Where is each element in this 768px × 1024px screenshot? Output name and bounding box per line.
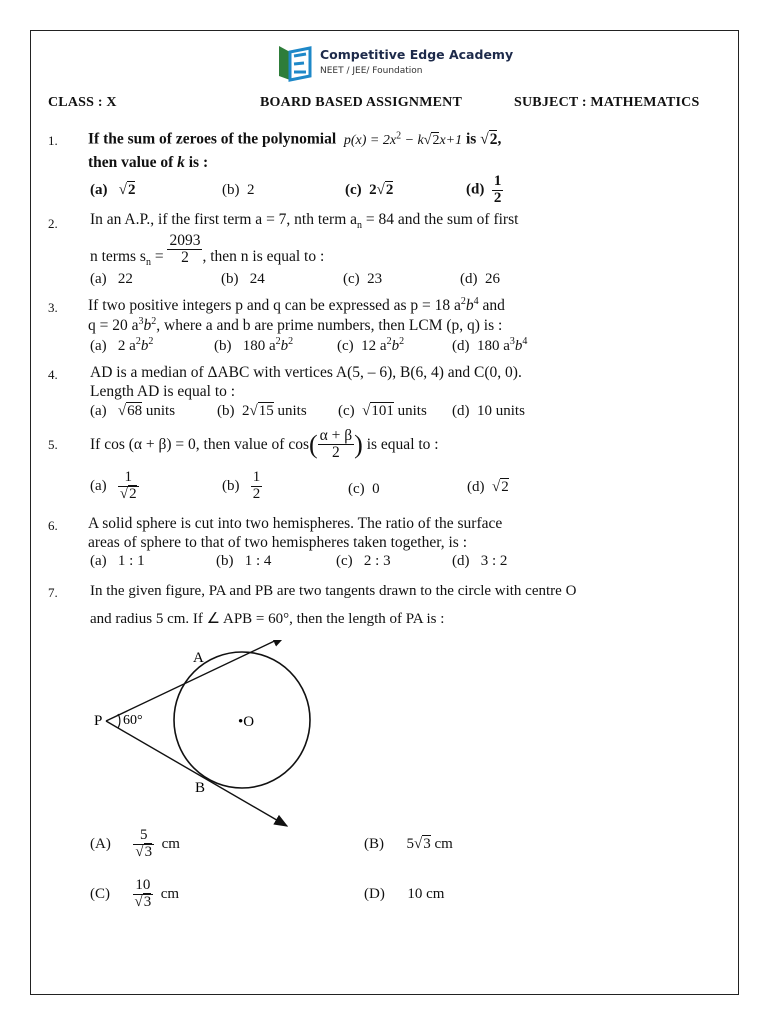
question-number: 4. bbox=[48, 367, 58, 382]
option-b[interactable]: (b) 1 : 4 bbox=[216, 553, 272, 569]
point-p-label: P bbox=[94, 713, 103, 729]
option-c[interactable]: (c) √101 units bbox=[338, 403, 427, 419]
option-b[interactable]: (B) 5√3 cm bbox=[364, 836, 453, 852]
option-b[interactable]: (b) $\frac{1}{2}$ bbox=[222, 469, 261, 502]
angle-arc bbox=[118, 714, 120, 728]
option-d[interactable]: (d) $\frac{1}{2}$ bbox=[466, 173, 502, 206]
brand-tagline: NEET / JEE/ Foundation bbox=[320, 66, 423, 76]
q3-line1: If two positive integers p and q can be expressed as p = 18 $a^2b^4$ and bbox=[88, 296, 505, 315]
q5-line1: If cos (α + β) = 0, then value of cos( $\frac{\alpha + \beta}{2}$ ) is equal to : bbox=[90, 427, 439, 462]
option-a[interactable]: (A) $\frac{5}{√3}$ cm bbox=[90, 827, 180, 860]
option-a[interactable]: (a) √68 units bbox=[90, 403, 176, 419]
q2-line2: n terms $s_n$ = $\frac{2093}{2}$ , then n is equal to : bbox=[90, 232, 325, 269]
q4-line1: AD is a median of ΔABC with vertices A(5, – 6), B(6, 4) and C(0, 0). bbox=[90, 364, 522, 381]
point-a-label: A bbox=[193, 650, 204, 666]
q2-line1: In an A.P., if the first term a = 7, nth term $a_n = 84$ and the sum of first bbox=[90, 211, 519, 232]
option-c[interactable]: (c) 2√2 bbox=[345, 182, 394, 198]
tangent-pb bbox=[106, 721, 287, 826]
subject-label: SUBJECT : MATHEMATICS bbox=[514, 95, 700, 110]
option-c[interactable]: (c) 23 bbox=[343, 271, 383, 287]
q7-line2: and radius 5 cm. If ∠ APB = 60°, then the length of PA is : bbox=[90, 611, 445, 627]
option-d[interactable]: (d) 3 : 2 bbox=[452, 553, 508, 569]
question-number: 3. bbox=[48, 300, 58, 315]
academy-logo-icon bbox=[276, 42, 312, 82]
option-d[interactable]: (d) 180 $a^3b^4$ bbox=[452, 336, 528, 354]
option-a[interactable]: (a) 2 $a^2b^2$ bbox=[90, 336, 154, 354]
option-a[interactable]: (a) $\frac{1}{√2}$ bbox=[90, 469, 137, 502]
class-label: CLASS : X bbox=[48, 95, 117, 110]
q6-line2: areas of sphere to that of two hemispheres taken together, is : bbox=[88, 534, 468, 551]
option-b[interactable]: (b) 2 bbox=[222, 182, 255, 198]
option-b[interactable]: (b) 24 bbox=[221, 271, 265, 287]
question-number: 6. bbox=[48, 518, 58, 533]
question-number: 1. bbox=[48, 133, 58, 148]
option-d[interactable]: (d) 10 units bbox=[452, 403, 525, 419]
option-c[interactable]: (C) $\frac{10}{√3}$ cm bbox=[90, 877, 180, 910]
option-d[interactable]: (D) 10 cm bbox=[364, 886, 445, 902]
q7-line1: In the given figure, PA and PB are two tangents drawn to the circle with centre O bbox=[90, 583, 577, 599]
centre-o-label: •O bbox=[238, 714, 255, 730]
option-b[interactable]: (b) 180 $a^2b^2$ bbox=[214, 336, 294, 354]
assignment-title: BOARD BASED ASSIGNMENT bbox=[260, 95, 462, 110]
q3-line2: q = 20 $a^3b^2$, where a and b are prime numbers, then LCM (p, q) is : bbox=[88, 316, 503, 335]
brand-name: Competitive Edge Academy bbox=[320, 47, 514, 62]
option-c[interactable]: (c) 0 bbox=[348, 481, 380, 497]
question-number: 5. bbox=[48, 437, 58, 452]
option-c[interactable]: (c) 12 $a^2b^2$ bbox=[337, 336, 405, 354]
option-d[interactable]: (d) 26 bbox=[460, 271, 500, 287]
q6-line1: A solid sphere is cut into two hemispheres. The ratio of the surface bbox=[88, 515, 503, 532]
option-b[interactable]: (b) 2√15 units bbox=[217, 403, 307, 419]
q4-line2: Length AD is equal to : bbox=[90, 383, 236, 400]
q1-line1: If the sum of zeroes of the polynomial $p(x) = 2x^2 - k√2x+1$ is √2, bbox=[88, 130, 502, 148]
question-number: 7. bbox=[48, 585, 58, 600]
angle-label: 60° bbox=[123, 713, 143, 728]
option-a[interactable]: (a) 22 bbox=[90, 271, 133, 287]
point-b-label: B bbox=[195, 780, 206, 796]
option-a[interactable]: (a) √2 bbox=[90, 182, 136, 198]
option-c[interactable]: (c) 2 : 3 bbox=[336, 553, 391, 569]
option-a[interactable]: (a) 1 : 1 bbox=[90, 553, 145, 569]
option-d[interactable]: (d) √2 bbox=[467, 479, 509, 495]
tangent-figure bbox=[80, 640, 320, 840]
question-number: 2. bbox=[48, 216, 58, 231]
q1-line2: then value of k is : bbox=[88, 154, 209, 171]
